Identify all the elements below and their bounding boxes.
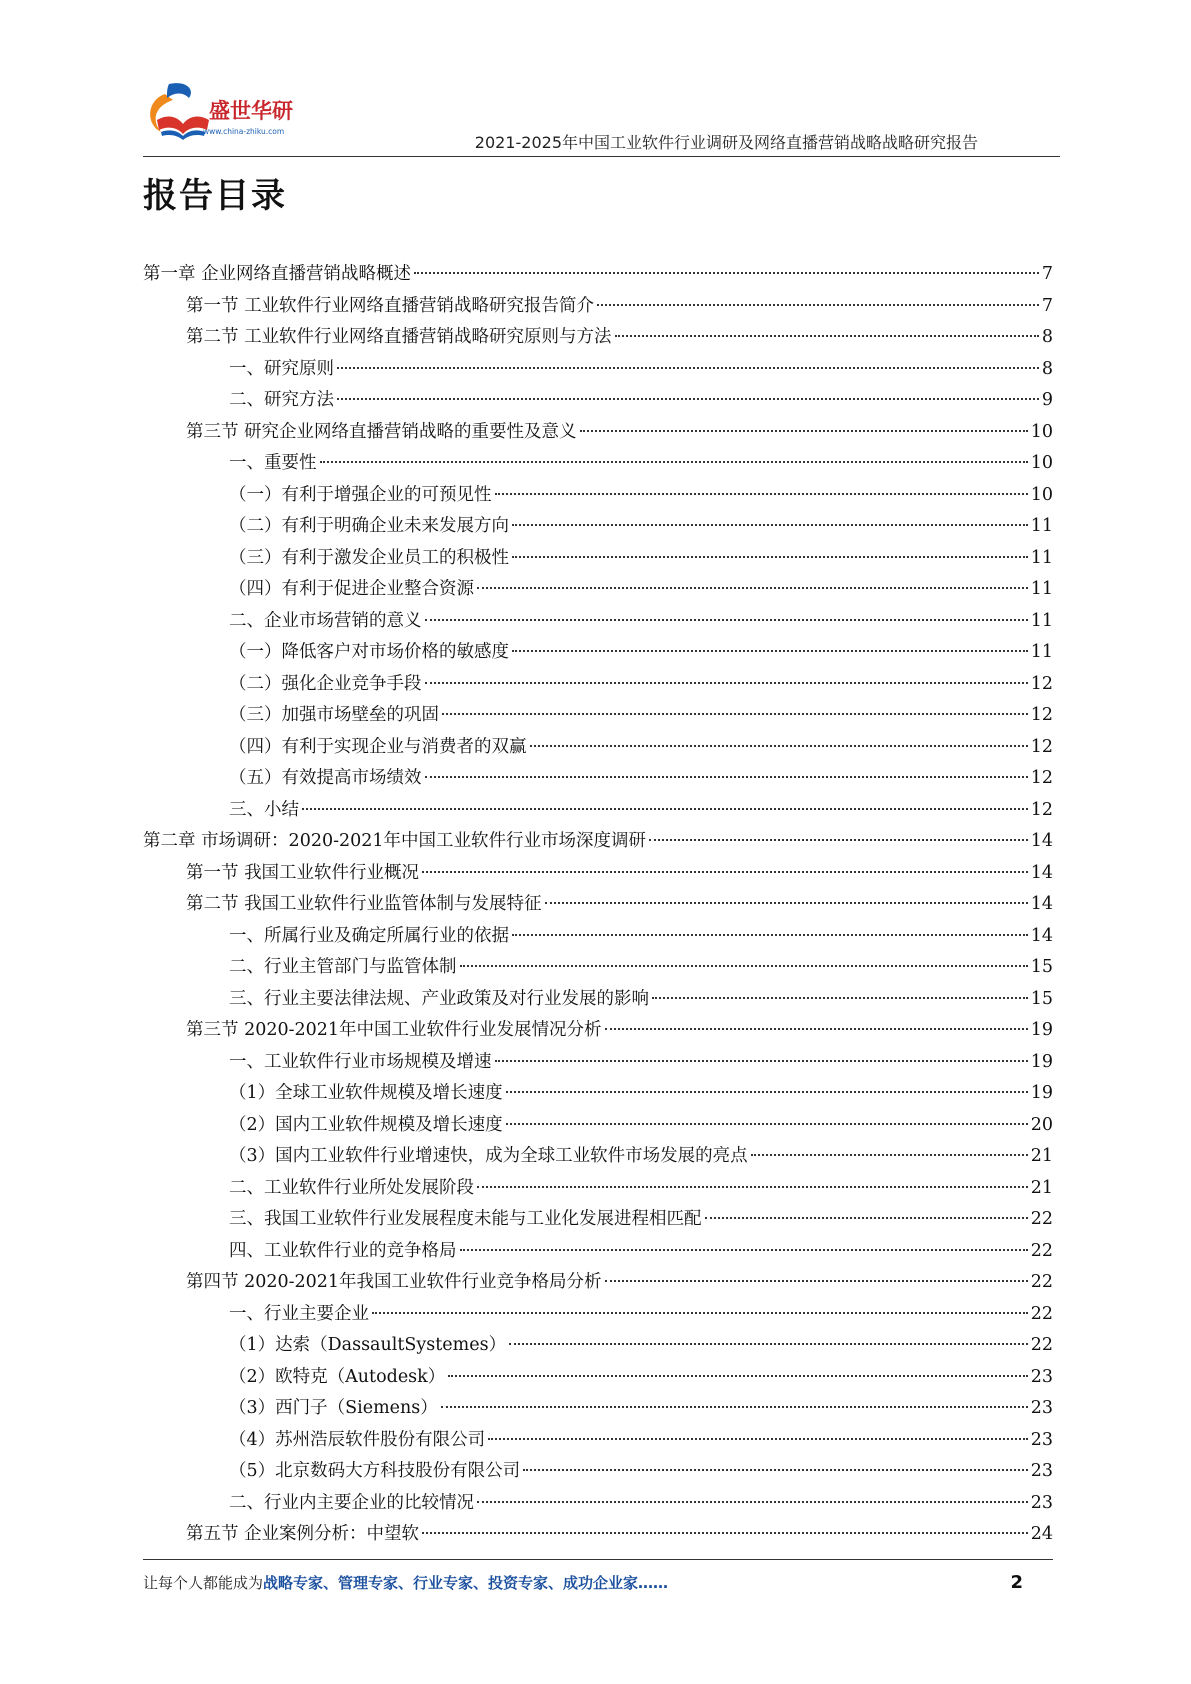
toc-entry-title: 二、行业内主要企业的比较情况	[229, 1492, 474, 1513]
footer-motto-roles: 战略专家、管理专家、行业专家、投资专家、成功企业家……	[263, 1574, 669, 1592]
toc-entry-page: 20	[1030, 1114, 1053, 1135]
toc-entry-page: 22	[1030, 1240, 1053, 1261]
toc-dot-leader	[580, 430, 1028, 432]
table-of-contents	[143, 260, 1053, 1552]
toc-entry-page: 22	[1030, 1209, 1053, 1229]
toc-entry[interactable]	[143, 512, 1053, 544]
toc-dot-leader	[372, 1312, 1028, 1314]
footer-motto-lead: 让每个人都能成为	[143, 1574, 264, 1592]
toc-entry-page: 11	[1030, 642, 1053, 662]
toc-entry[interactable]	[143, 733, 1053, 765]
toc-dot-leader	[512, 650, 1028, 652]
toc-entry-title: 一、工业软件行业市场规模及增速	[229, 1051, 492, 1072]
toc-dot-leader	[337, 398, 1039, 400]
toc-entry[interactable]	[143, 575, 1053, 607]
toc-entry[interactable]	[143, 701, 1053, 733]
toc-entry[interactable]	[143, 922, 1053, 954]
toc-dot-leader	[425, 619, 1028, 621]
toc-entry-page: 12	[1030, 768, 1053, 788]
toc-entry[interactable]	[143, 418, 1053, 450]
toc-dot-leader	[751, 1154, 1028, 1156]
toc-entry-page: 14	[1030, 831, 1053, 851]
toc-entry-title: 一、行业主要企业	[229, 1303, 369, 1324]
toc-entry[interactable]	[143, 1363, 1053, 1395]
footer-divider	[143, 1559, 1053, 1560]
toc-dot-leader	[649, 839, 1028, 841]
toc-entry[interactable]	[143, 859, 1053, 891]
toc-entry-title: 一、研究原则	[229, 358, 334, 379]
toc-entry-title: 第四节 2020-2021年我国工业软件行业竞争格局分析	[186, 1272, 602, 1292]
toc-dot-leader	[652, 997, 1028, 999]
toc-entry-title: 一、所属行业及确定所属行业的依据	[229, 925, 509, 946]
toc-entry-title: 一、重要性	[229, 453, 317, 473]
toc-entry[interactable]	[143, 1142, 1053, 1174]
page-title: 报告目录	[143, 176, 287, 216]
toc-entry-title: （二）强化企业竞争手段	[229, 673, 422, 694]
toc-entry-title: 三、行业主要法律法规、产业政策及对行业发展的影响	[229, 988, 649, 1009]
toc-dot-leader	[425, 682, 1028, 684]
report-title: 2021-2025年中国工业软件行业调研及网络直播营销战略战略研究报告	[474, 133, 978, 152]
toc-dot-leader	[545, 902, 1028, 904]
toc-entry-title: （一）降低客户对市场价格的敏感度	[229, 642, 509, 662]
toc-entry-page: 12	[1030, 799, 1053, 820]
toc-entry-title: 三、我国工业软件行业发展程度未能与工业化发展进程相匹配	[229, 1209, 702, 1229]
toc-entry[interactable]	[143, 323, 1053, 355]
toc-entry[interactable]	[143, 386, 1053, 418]
toc-entry-title: （3）西门子（Siemens）	[229, 1398, 438, 1418]
toc-entry-page: 10	[1030, 453, 1053, 473]
toc-entry-title: 第二节 工业软件行业网络直播营销战略研究原则与方法	[186, 327, 612, 347]
toc-entry-page: 14	[1030, 894, 1053, 914]
toc-entry-title: 四、工业软件行业的竞争格局	[229, 1240, 457, 1261]
toc-entry-page: 23	[1030, 1461, 1053, 1481]
toc-entry-title: 第三节 研究企业网络直播营销战略的重要性及意义	[186, 421, 577, 442]
toc-entry-page: 19	[1030, 1020, 1053, 1040]
toc-entry[interactable]	[143, 292, 1053, 324]
toc-dot-leader	[512, 934, 1028, 936]
toc-entry[interactable]	[143, 796, 1053, 828]
toc-entry[interactable]	[143, 953, 1053, 985]
toc-entry-page: 11	[1030, 516, 1053, 536]
header-divider	[143, 156, 1060, 157]
toc-entry-title: （四）有利于实现企业与消费者的双赢	[229, 736, 527, 757]
toc-entry[interactable]	[143, 1426, 1053, 1458]
toc-entry-title: 第一章 企业网络直播营销战略概述	[143, 264, 412, 284]
toc-entry-title: （一）有利于增强企业的可预见性	[229, 484, 492, 505]
toc-entry-title: 二、企业市场营销的意义	[229, 610, 422, 631]
toc-dot-leader	[448, 1375, 1027, 1377]
toc-entry-title: 三、小结	[229, 799, 299, 820]
toc-entry-page: 23	[1030, 1492, 1053, 1513]
toc-entry-title: （4）苏州浩辰软件股份有限公司	[229, 1429, 486, 1450]
toc-entry-page: 21	[1030, 1146, 1053, 1166]
toc-entry[interactable]	[143, 1111, 1053, 1143]
toc-entry[interactable]	[143, 260, 1053, 292]
toc-entry-title: （1）全球工业软件规模及增长速度	[229, 1083, 503, 1103]
toc-dot-leader	[597, 304, 1039, 306]
toc-entry-page: 11	[1030, 547, 1053, 568]
toc-entry-page: 15	[1030, 957, 1053, 977]
toc-entry-title: （2）欧特克（Autodesk）	[229, 1366, 446, 1387]
toc-dot-leader	[425, 776, 1028, 778]
toc-entry[interactable]	[143, 985, 1053, 1017]
toc-entry[interactable]	[143, 1174, 1053, 1206]
toc-entry-page: 7	[1041, 264, 1053, 284]
toc-dot-leader	[460, 1249, 1028, 1251]
toc-entry-title: 第三节 2020-2021年中国工业软件行业发展情况分析	[186, 1020, 602, 1040]
toc-entry-title: 第一节 我国工业软件行业概况	[186, 862, 420, 883]
toc-entry-page: 23	[1030, 1398, 1053, 1418]
toc-dot-leader	[512, 556, 1028, 558]
toc-entry-page: 23	[1030, 1429, 1053, 1450]
toc-entry[interactable]	[143, 890, 1053, 922]
toc-entry-page: 9	[1041, 390, 1053, 410]
toc-entry-page: 11	[1030, 579, 1053, 599]
toc-entry-page: 22	[1030, 1335, 1053, 1355]
toc-dot-leader	[488, 1438, 1028, 1440]
toc-dot-leader	[422, 1532, 1028, 1534]
toc-dot-leader	[506, 1091, 1028, 1093]
toc-dot-leader	[477, 587, 1028, 589]
brand-name: 盛世华研	[209, 99, 293, 123]
toc-entry[interactable]	[143, 1016, 1053, 1048]
toc-entry-page: 11	[1030, 610, 1053, 631]
toc-entry-title: （1）达索（DassaultSystemes）	[229, 1335, 507, 1355]
toc-entry-title: 二、行业主管部门与监管体制	[229, 957, 457, 977]
toc-entry[interactable]	[143, 355, 1053, 387]
toc-entry-page: 12	[1030, 705, 1053, 725]
toc-entry[interactable]	[143, 1457, 1053, 1489]
toc-entry-page: 10	[1030, 484, 1053, 505]
toc-entry[interactable]	[143, 1394, 1053, 1426]
toc-entry-title: （2）国内工业软件规模及增长速度	[229, 1114, 503, 1135]
toc-entry[interactable]	[143, 1489, 1053, 1521]
toc-entry-title: （5）北京数码大方科技股份有限公司	[229, 1461, 521, 1481]
toc-dot-leader	[460, 965, 1028, 967]
toc-dot-leader	[302, 808, 1028, 810]
toc-entry-page: 14	[1030, 862, 1053, 883]
toc-entry[interactable]	[143, 764, 1053, 796]
toc-entry[interactable]	[143, 544, 1053, 576]
toc-entry[interactable]	[143, 1048, 1053, 1080]
toc-dot-leader	[605, 1028, 1028, 1030]
toc-entry-page: 10	[1030, 421, 1053, 442]
toc-entry[interactable]	[143, 1331, 1053, 1363]
toc-entry-page: 19	[1030, 1051, 1053, 1072]
toc-entry[interactable]	[143, 1268, 1053, 1300]
toc-entry-title: （三）加强市场壁垒的巩固	[229, 705, 439, 725]
toc-dot-leader	[414, 272, 1039, 274]
toc-entry[interactable]	[143, 607, 1053, 639]
toc-entry-page: 19	[1030, 1083, 1053, 1103]
toc-entry-title: 二、研究方法	[229, 390, 334, 410]
toc-dot-leader	[495, 1060, 1028, 1062]
page-number: 2	[1010, 1572, 1023, 1593]
toc-entry[interactable]	[143, 670, 1053, 702]
page-header	[143, 80, 1060, 158]
toc-dot-leader	[477, 1186, 1028, 1188]
toc-entry-title: 二、工业软件行业所处发展阶段	[229, 1177, 474, 1198]
toc-entry-page: 23	[1030, 1366, 1053, 1387]
toc-dot-leader	[523, 1469, 1028, 1471]
toc-entry-page: 8	[1041, 358, 1053, 379]
page-footer	[143, 1572, 1023, 1593]
toc-dot-leader	[615, 335, 1039, 337]
toc-entry-page: 8	[1041, 327, 1053, 347]
toc-dot-leader	[337, 367, 1039, 369]
toc-entry-title: 第二章 市场调研：2020-2021年中国工业软件行业市场深度调研	[143, 831, 647, 851]
toc-entry[interactable]	[143, 1520, 1053, 1552]
toc-entry-title: （二）有利于明确企业未来发展方向	[229, 516, 509, 536]
toc-entry-page: 7	[1041, 295, 1053, 316]
toc-dot-leader	[506, 1123, 1028, 1125]
toc-entry-page: 12	[1030, 673, 1053, 694]
toc-entry-title: 第一节 工业软件行业网络直播营销战略研究报告简介	[186, 295, 595, 316]
toc-entry[interactable]	[143, 1300, 1053, 1332]
toc-dot-leader	[477, 1501, 1028, 1503]
toc-dot-leader	[512, 524, 1028, 526]
toc-dot-leader	[705, 1217, 1028, 1219]
brand-url: www.china-zhiku.com	[203, 127, 285, 136]
toc-entry-title: （3）国内工业软件行业增速快，成为全球工业软件市场发展的亮点	[229, 1146, 748, 1166]
toc-entry-page: 22	[1030, 1303, 1053, 1324]
toc-entry-page: 21	[1030, 1177, 1053, 1198]
toc-dot-leader	[320, 461, 1028, 463]
toc-dot-leader	[530, 745, 1028, 747]
toc-dot-leader	[422, 871, 1028, 873]
toc-entry[interactable]	[143, 1237, 1053, 1269]
toc-entry[interactable]	[143, 827, 1053, 859]
toc-entry-page: 12	[1030, 736, 1053, 757]
toc-entry-page: 14	[1030, 925, 1053, 946]
toc-entry[interactable]	[143, 449, 1053, 481]
toc-dot-leader	[605, 1280, 1028, 1282]
logo-swoosh-blue	[167, 83, 191, 98]
toc-dot-leader	[441, 1406, 1028, 1408]
toc-entry[interactable]	[143, 1205, 1053, 1237]
toc-entry-page: 15	[1030, 988, 1053, 1009]
toc-entry-title: （三）有利于激发企业员工的积极性	[229, 547, 509, 568]
toc-dot-leader	[442, 713, 1028, 715]
toc-entry[interactable]	[143, 638, 1053, 670]
toc-entry-title: 第二节 我国工业软件行业监管体制与发展特征	[186, 894, 542, 914]
toc-entry[interactable]	[143, 1079, 1053, 1111]
toc-entry[interactable]	[143, 481, 1053, 513]
company-logo	[143, 80, 323, 144]
toc-dot-leader	[509, 1343, 1028, 1345]
toc-entry-page: 24	[1030, 1524, 1053, 1544]
toc-entry-title: 第五节 企业案例分析：中望软	[186, 1524, 420, 1544]
toc-dot-leader	[495, 493, 1028, 495]
toc-entry-title: （四）有利于促进企业整合资源	[229, 579, 474, 599]
toc-entry-title: （五）有效提高市场绩效	[229, 768, 422, 788]
toc-entry-page: 22	[1030, 1272, 1053, 1292]
